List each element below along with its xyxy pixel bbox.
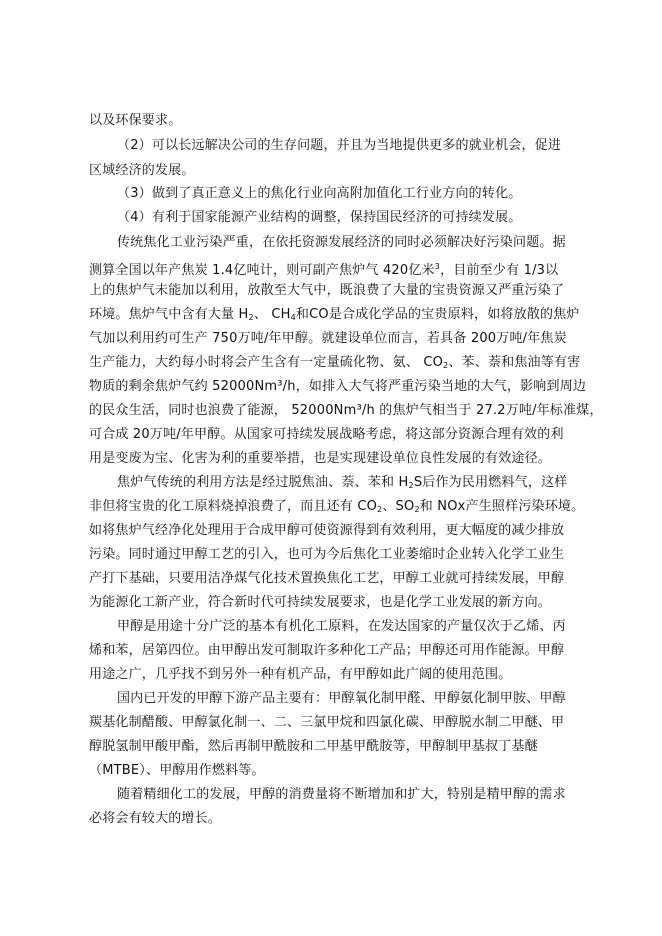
text-line: 可合成 20万吨/年甲醇。从国家可持续发展战略考虑，将这部分资源合理有效的利 <box>89 427 564 442</box>
text-segment: 生产能力，大约每小时将会产生含有一定量硫化物、氨、 CO <box>89 355 444 370</box>
text-segment: 焦炉气传统的利用方法是经过脱焦油、萘、苯和 H <box>117 475 409 490</box>
text-line: 物质的剩余焦炉气约 52000Nm³/h，如排入大气将严重污染当地的大气，影响到周边 <box>89 379 587 394</box>
text-line: 随着精细化工的发展，甲醇的消费量将不断增加和扩大，特别是精甲醇的需求 <box>117 787 566 802</box>
subscript: 2 <box>414 505 420 514</box>
text-line: 羰基化制醋酸、甲醇氯化制一、二、三氯甲烷和四氯化碳、甲醇脱水制二甲醚、甲 <box>89 715 565 730</box>
text-line: 醇脱氢制甲酸甲酯，然后再制甲酰胺和二甲基甲酰胺等，甲醇制甲基叔丁基醚 <box>89 739 538 754</box>
text-line <box>89 307 580 326</box>
text-line: 区域经济的发展。 <box>89 163 195 178</box>
subscript: 2 <box>408 481 414 490</box>
text-line: 产打下基础，只要用洁净煤气化技术置换焦化工艺，甲醇工业就可持续发展，甲醇 <box>89 571 565 586</box>
text-line: （4）有利于国家能源产业结构的调整，保持国民经济的可持续发展。 <box>117 210 522 225</box>
text-segment: 环境。焦炉气中含有大量 H <box>89 307 249 322</box>
text-line: 传统焦化工业污染严重，在依托资源发展经济的同时必须解决好污染问题。据 <box>117 235 566 250</box>
text-line <box>117 475 567 494</box>
text-line: 烯和苯，居第四位。由甲醇出发可制取许多种化工产品；甲醇还可用作能源。甲醇 <box>89 643 565 658</box>
text-line: 的民众生活，同时也浪费了能源， 52000Nm³/h 的焦炉气相当于 27.2万吨/年标准煤， <box>89 403 603 418</box>
text-segment: 和 NOx产生照样污染环境。 <box>419 499 585 514</box>
text-line <box>89 259 558 279</box>
text-line: 以及环保要求。 <box>89 113 182 128</box>
subscript: 4 <box>290 313 296 322</box>
text-line: 必将会有较大的增长。 <box>89 811 222 826</box>
text-segment: ，目前至少有 1/3以 <box>440 263 559 278</box>
text-segment: S后作为民用燃料气，这样 <box>413 475 568 490</box>
text-line <box>89 499 584 518</box>
text-line: 气加以利用约可生产 750万吨/年甲醇。就建设单位而言，若具备 200万吨/年焦炭 <box>89 331 567 346</box>
text-segment: 、SO <box>382 499 415 514</box>
text-line: （MTBE）、甲醇用作燃料等。 <box>89 763 265 778</box>
text-line: 用途之广，几乎找不到另外一种有机产品，有甲醇如此广阔的使用范围。 <box>89 667 512 682</box>
text-line: 上的焦炉气未能加以利用，放散至大气中，既浪费了大量的宝贵资源又严重污染了 <box>89 283 565 298</box>
text-segment: 、 CH <box>253 307 291 322</box>
text-line: 污染。同时通过甲醇工艺的引入，也可为今后焦化工业萎缩时企业转入化学工业生 <box>89 547 565 562</box>
subscript: 2 <box>443 361 449 370</box>
text-line: 甲醇是用途十分广泛的基本有机化工原料，在发达国家的产量仅次于乙烯、丙 <box>117 619 566 634</box>
text-segment: 测算全国以年产焦炭 1.4亿吨计，则可副产焦炉气 420亿米 <box>89 263 435 278</box>
text-line: （3）做到了真正意义上的焦化行业向高附加值化工行业方向的转化。 <box>117 186 522 201</box>
superscript: 3 <box>434 262 441 271</box>
text-line: （2）可以长远解决公司的生存问题，并且为当地提供更多的就业机会，促进 <box>117 138 562 153</box>
text-segment: 、苯、萘和焦油等有害 <box>448 355 581 370</box>
text-segment: 非但将宝贵的化工原料烧掉浪费了，而且还有 CO <box>89 499 378 514</box>
subscript: 2 <box>248 313 254 322</box>
text-line: 如将焦炉气经净化处理用于合成甲醇可使资源得到有效利用，更大幅度的减少排放 <box>89 523 565 538</box>
subscript: 2 <box>377 505 383 514</box>
text-line: 为能源化工新产业，符合新时代可持续发展要求，也是化学工业发展的新方向。 <box>89 595 552 610</box>
text-segment: 和CO是合成化学品的宝贵原料，如将放散的焦炉 <box>295 307 580 322</box>
text-line <box>89 355 580 374</box>
text-line: 用是变废为宝、化害为利的重要举措，也是实现建设单位良性发展的有效途径。 <box>89 451 552 466</box>
text-line: 国内已开发的甲醇下游产品主要有：甲醇氧化制甲醛、甲醇氨化制甲胺、甲醇 <box>117 691 566 706</box>
